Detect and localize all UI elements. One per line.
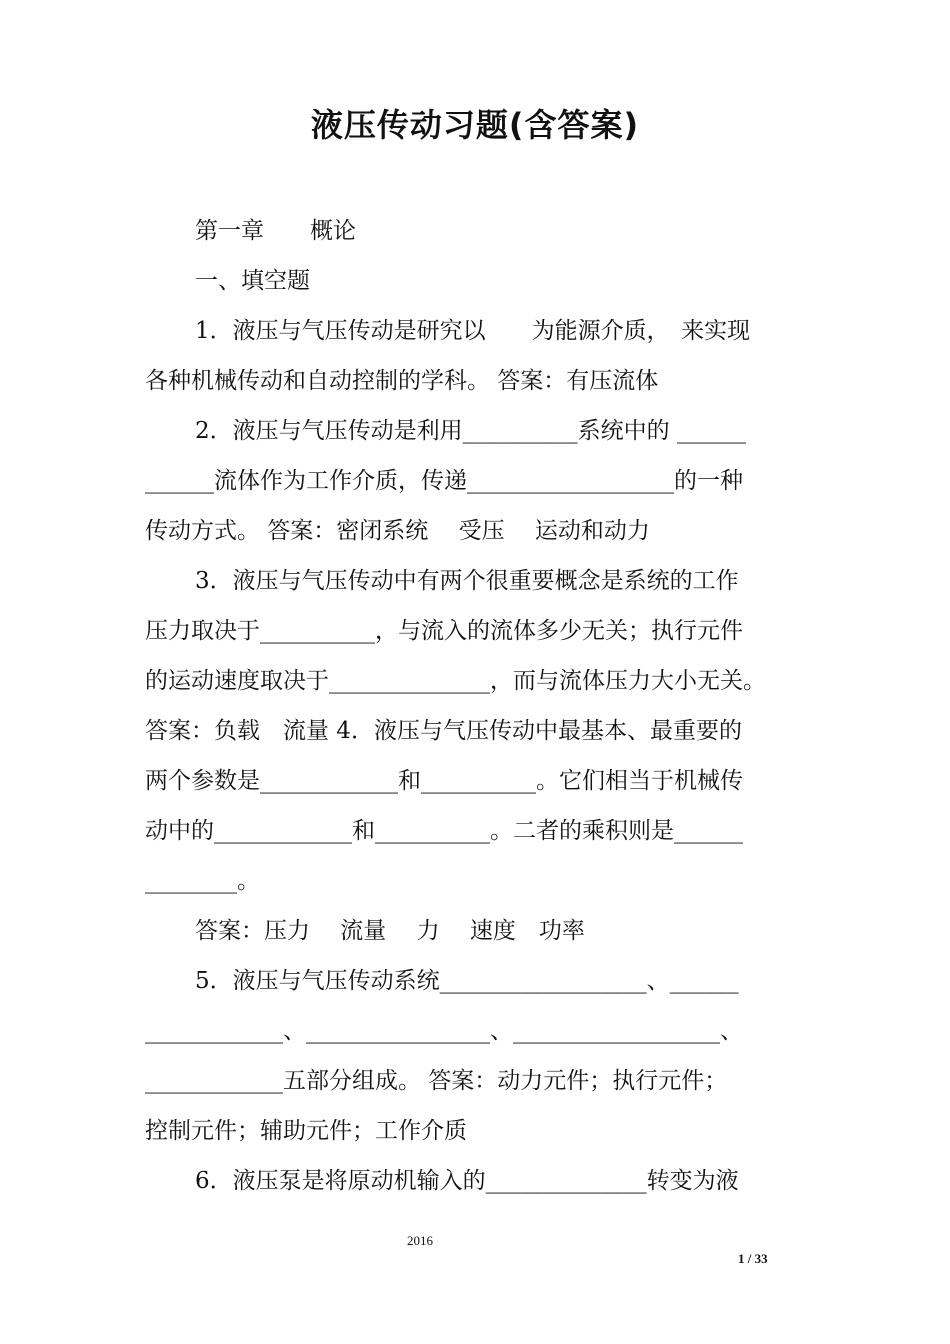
question-1-line-1: 1．液压与气压传动是研究以 为能源介质， 来实现 xyxy=(195,318,751,344)
page-number: 1 / 33 xyxy=(738,1251,768,1266)
question-4-line-3: ________。 xyxy=(145,868,260,894)
question-5-line-3: ____________五部分组成。 答案：动力元件；执行元件； xyxy=(145,1068,728,1094)
question-2-line-1: 2．液压与气压传动是利用__________系统中的 ______ xyxy=(195,418,746,444)
question-5-line-4: 控制元件；辅助元件；工作介质 xyxy=(145,1118,467,1144)
question-3-line-4: 答案：负载 流量 4．液压与气压传动中最基本、最重要的 xyxy=(145,718,742,744)
question-1-line-2: 各种机械传动和自动控制的学科。 答案：有压流体 xyxy=(145,368,659,394)
question-3-line-3: 的运动速度取决于______________，而与流体压力大小无关。 xyxy=(145,668,766,694)
question-4-answer: 答案：压力 流量 力 速度 功率 xyxy=(195,918,585,944)
question-2-line-3: 传动方式。 答案：密闭系统 受压 运动和动力 xyxy=(145,518,650,544)
question-4-line-1: 两个参数是____________和__________。它们相当于机械传 xyxy=(145,768,743,794)
question-4-line-2: 动中的____________和__________。二者的乘积则是______ xyxy=(145,818,743,844)
question-3-line-2: 压力取决于__________，与流入的流体多少无关；执行元件 xyxy=(145,618,743,644)
question-5-line-2: ____________、________________、__________________、 xyxy=(145,1018,743,1044)
footer-year: 2016 xyxy=(407,1233,433,1248)
question-5-line-1: 5．液压与气压传动系统__________________、______ xyxy=(195,968,739,994)
question-2-line-2: ______流体作为工作介质，传递__________________的一种 xyxy=(145,468,743,494)
chapter-heading: 第一章 概论 xyxy=(195,218,356,244)
question-3-line-1: 3．液压与气压传动中有两个很重要概念是系统的工作 xyxy=(195,568,739,594)
page-title: 液压传动习题(含答案) xyxy=(310,106,640,144)
question-6-line-1: 6．液压泵是将原动机输入的______________转变为液 xyxy=(195,1168,739,1194)
section-heading: 一、填空题 xyxy=(195,268,310,294)
